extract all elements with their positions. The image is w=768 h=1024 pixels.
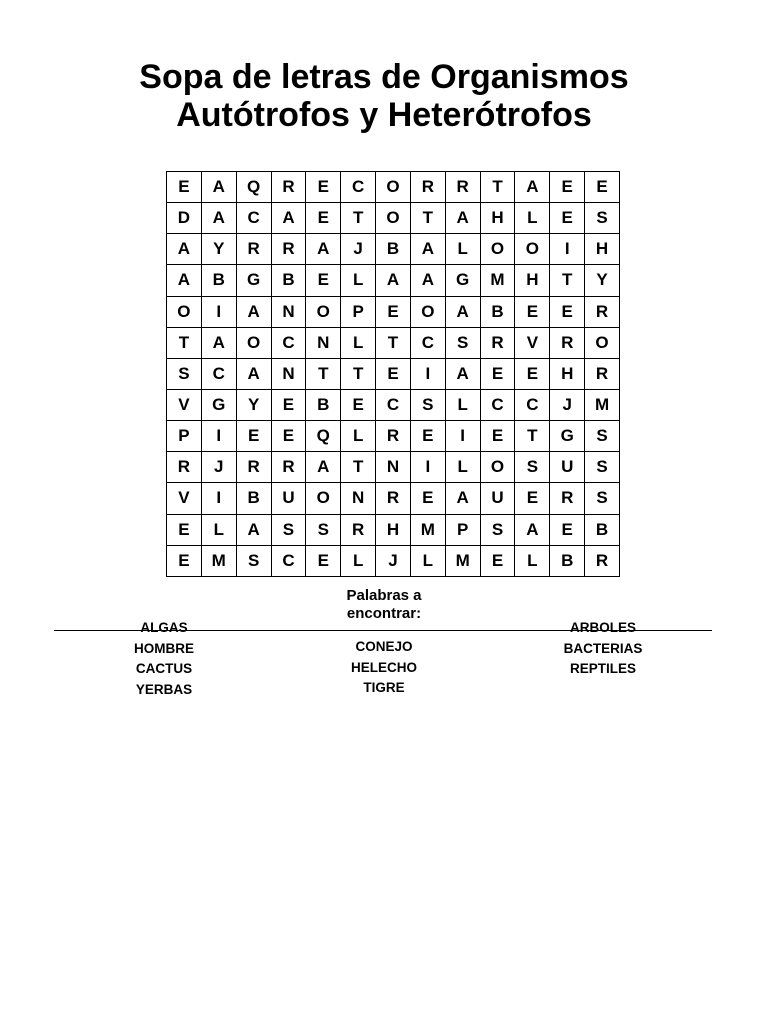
grid-cell: E	[341, 389, 376, 420]
grid-cell: U	[271, 483, 306, 514]
grid-cell: L	[445, 452, 480, 483]
grid-cell: E	[410, 421, 445, 452]
grid-row	[167, 203, 620, 234]
grid-cell: E	[236, 421, 271, 452]
grid-row	[167, 483, 620, 514]
word-list-middle	[304, 637, 464, 699]
grid-cell: S	[480, 514, 515, 545]
grid-cell: R	[550, 483, 585, 514]
grid-cell: T	[376, 327, 411, 358]
grid-cell: O	[480, 234, 515, 265]
word-item: TIGRE	[363, 680, 405, 695]
grid-cell: R	[271, 172, 306, 203]
grid-cell: E	[480, 358, 515, 389]
grid-cell: R	[445, 172, 480, 203]
grid-cell: M	[445, 545, 480, 576]
grid-cell: E	[271, 421, 306, 452]
word-item: CACTUS	[135, 661, 193, 676]
grid-cell: O	[167, 296, 202, 327]
word-item: YERBAS	[135, 681, 193, 697]
grid-cell: L	[341, 545, 376, 576]
word-search-grid	[166, 171, 620, 577]
grid-cell: A	[236, 514, 271, 545]
grid-cell: R	[341, 514, 376, 545]
grid-cell: S	[410, 389, 445, 420]
grid-cell: S	[306, 514, 341, 545]
grid-cell: B	[201, 265, 236, 296]
grid-cell: L	[201, 514, 236, 545]
grid-cell: E	[167, 172, 202, 203]
grid-cell: E	[550, 172, 585, 203]
grid-cell: E	[306, 172, 341, 203]
grid-cell: E	[515, 483, 550, 514]
grid-cell: E	[306, 203, 341, 234]
grid-cell: I	[201, 421, 236, 452]
grid-cell: A	[410, 234, 445, 265]
grid-cell: I	[550, 234, 585, 265]
grid-cell: C	[480, 389, 515, 420]
grid-cell: R	[271, 452, 306, 483]
grid-cell: Y	[201, 234, 236, 265]
grid-cell: T	[550, 265, 585, 296]
grid-cell: O	[376, 172, 411, 203]
grid-cell: S	[236, 545, 271, 576]
grid-cell: H	[480, 203, 515, 234]
grid-cell: A	[445, 203, 480, 234]
grid-cell: M	[410, 514, 445, 545]
grid-cell: Y	[236, 389, 271, 420]
word-item: ARBOLES	[569, 620, 636, 635]
grid-cell: U	[550, 452, 585, 483]
grid-cell: T	[480, 172, 515, 203]
grid-cell: T	[167, 327, 202, 358]
page-title	[0, 58, 768, 134]
grid-cell: A	[236, 296, 271, 327]
words-heading	[284, 587, 484, 623]
grid-cell: O	[480, 452, 515, 483]
grid-cell: I	[410, 358, 445, 389]
grid-row	[167, 421, 620, 452]
grid-cell: T	[410, 203, 445, 234]
grid-cell: A	[167, 265, 202, 296]
grid-cell: A	[376, 265, 411, 296]
word-item: BACTERIAS	[563, 640, 643, 656]
grid-cell: E	[376, 358, 411, 389]
grid-cell: R	[585, 545, 620, 576]
grid-row	[167, 514, 620, 545]
grid-cell: L	[341, 327, 376, 358]
grid-cell: B	[306, 389, 341, 420]
grid-cell: H	[376, 514, 411, 545]
grid-cell: V	[167, 483, 202, 514]
grid-cell: H	[515, 265, 550, 296]
grid-cell: S	[445, 327, 480, 358]
grid-cell: C	[410, 327, 445, 358]
grid-cell: G	[445, 265, 480, 296]
grid-cell: E	[515, 358, 550, 389]
grid-cell: N	[306, 327, 341, 358]
grid-cell: J	[201, 452, 236, 483]
grid-cell: I	[445, 421, 480, 452]
grid-cell: I	[201, 483, 236, 514]
grid-cell: E	[550, 514, 585, 545]
word-list-right	[523, 618, 683, 680]
grid-cell: E	[550, 296, 585, 327]
grid-cell: J	[550, 389, 585, 420]
grid-cell: S	[585, 203, 620, 234]
grid-row	[167, 296, 620, 327]
grid-cell: R	[271, 234, 306, 265]
grid-cell: O	[306, 483, 341, 514]
grid-cell: R	[376, 421, 411, 452]
grid-cell: L	[410, 545, 445, 576]
grid-cell: S	[167, 358, 202, 389]
title-line-2: Autótrofos y Heterótrofos	[176, 96, 592, 134]
grid-cell: E	[376, 296, 411, 327]
grid-cell: C	[236, 203, 271, 234]
grid-cell: A	[201, 327, 236, 358]
grid-cell: R	[480, 327, 515, 358]
grid-cell: N	[271, 358, 306, 389]
grid-cell: V	[167, 389, 202, 420]
grid-cell: G	[550, 421, 585, 452]
grid-cell: N	[341, 483, 376, 514]
grid-cell: B	[236, 483, 271, 514]
grid-cell: L	[445, 389, 480, 420]
grid-cell: L	[445, 234, 480, 265]
grid-cell: A	[167, 234, 202, 265]
grid-cell: T	[306, 358, 341, 389]
grid-row	[167, 358, 620, 389]
grid-cell: A	[410, 265, 445, 296]
grid-cell: R	[585, 296, 620, 327]
word-list-left	[84, 618, 244, 700]
grid-cell: B	[271, 265, 306, 296]
grid-cell: I	[201, 296, 236, 327]
grid-cell: V	[515, 327, 550, 358]
grid-cell: U	[480, 483, 515, 514]
grid-cell: B	[585, 514, 620, 545]
grid-cell: C	[271, 545, 306, 576]
grid-cell: J	[376, 545, 411, 576]
grid-cell: O	[376, 203, 411, 234]
grid-cell: B	[480, 296, 515, 327]
grid-cell: E	[167, 514, 202, 545]
grid-cell: B	[376, 234, 411, 265]
grid-cell: T	[341, 452, 376, 483]
grid-cell: R	[376, 483, 411, 514]
word-item: HOMBRE	[134, 640, 194, 656]
grid-cell: T	[341, 203, 376, 234]
grid-cell: C	[341, 172, 376, 203]
word-item: ALGAS	[140, 620, 188, 635]
grid-cell: A	[445, 296, 480, 327]
grid-cell: L	[341, 265, 376, 296]
grid-row	[167, 452, 620, 483]
grid-cell: A	[515, 172, 550, 203]
grid-cell: A	[201, 203, 236, 234]
grid-cell: O	[515, 234, 550, 265]
grid-cell: T	[341, 358, 376, 389]
grid-cell: E	[515, 296, 550, 327]
grid-cell: J	[341, 234, 376, 265]
title-line-1: Sopa de letras de Organismos	[139, 58, 629, 96]
grid-cell: L	[515, 203, 550, 234]
grid-cell: H	[550, 358, 585, 389]
grid-cell: S	[271, 514, 306, 545]
word-item: CONEJO	[355, 639, 413, 654]
grid-row	[167, 172, 620, 203]
grid-cell: C	[201, 358, 236, 389]
grid-cell: M	[201, 545, 236, 576]
grid-cell: M	[480, 265, 515, 296]
grid-row	[167, 265, 620, 296]
grid-cell: N	[271, 296, 306, 327]
grid-cell: S	[585, 452, 620, 483]
grid-cell: H	[585, 234, 620, 265]
grid-cell: O	[236, 327, 271, 358]
grid-cell: A	[445, 358, 480, 389]
grid-cell: E	[306, 265, 341, 296]
grid-cell: D	[167, 203, 202, 234]
grid-cell: O	[410, 296, 445, 327]
grid-cell: O	[306, 296, 341, 327]
grid-cell: E	[480, 545, 515, 576]
grid-cell: G	[201, 389, 236, 420]
grid-cell: C	[271, 327, 306, 358]
grid-cell: Y	[585, 265, 620, 296]
grid-cell: E	[585, 172, 620, 203]
grid-cell: A	[445, 483, 480, 514]
grid-cell: E	[410, 483, 445, 514]
grid-cell: A	[271, 203, 306, 234]
grid-cell: L	[341, 421, 376, 452]
grid-cell: M	[585, 389, 620, 420]
grid-cell: B	[550, 545, 585, 576]
words-heading-line-1: Palabras a	[346, 587, 422, 604]
grid-row	[167, 234, 620, 265]
grid-cell: N	[376, 452, 411, 483]
grid-cell: G	[236, 265, 271, 296]
grid-cell: R	[236, 234, 271, 265]
grid-cell: R	[236, 452, 271, 483]
grid-cell: Q	[306, 421, 341, 452]
grid-cell: A	[306, 452, 341, 483]
grid-row	[167, 389, 620, 420]
grid-cell: P	[445, 514, 480, 545]
grid-cell: A	[236, 358, 271, 389]
grid-cell: C	[376, 389, 411, 420]
word-item: HELECHO	[350, 659, 417, 675]
grid-cell: C	[515, 389, 550, 420]
grid-cell: L	[515, 545, 550, 576]
grid-cell: E	[271, 389, 306, 420]
grid-cell: A	[306, 234, 341, 265]
word-item: REPTILES	[569, 661, 636, 676]
grid-cell: E	[167, 545, 202, 576]
grid-cell: S	[515, 452, 550, 483]
grid-cell: I	[410, 452, 445, 483]
grid-cell: A	[201, 172, 236, 203]
grid-cell: Q	[236, 172, 271, 203]
grid-row	[167, 545, 620, 576]
grid-cell: A	[515, 514, 550, 545]
grid-cell: E	[480, 421, 515, 452]
grid-cell: O	[585, 327, 620, 358]
words-heading-line-2: encontrar:	[346, 605, 422, 622]
grid-cell: T	[515, 421, 550, 452]
grid-row	[167, 327, 620, 358]
grid-cell: P	[167, 421, 202, 452]
grid-cell: S	[585, 483, 620, 514]
grid-cell: E	[550, 203, 585, 234]
grid-cell: E	[306, 545, 341, 576]
grid-cell: R	[410, 172, 445, 203]
grid-cell: R	[167, 452, 202, 483]
grid-cell: P	[341, 296, 376, 327]
grid-cell: R	[550, 327, 585, 358]
grid-cell: S	[585, 421, 620, 452]
grid-cell: R	[585, 358, 620, 389]
